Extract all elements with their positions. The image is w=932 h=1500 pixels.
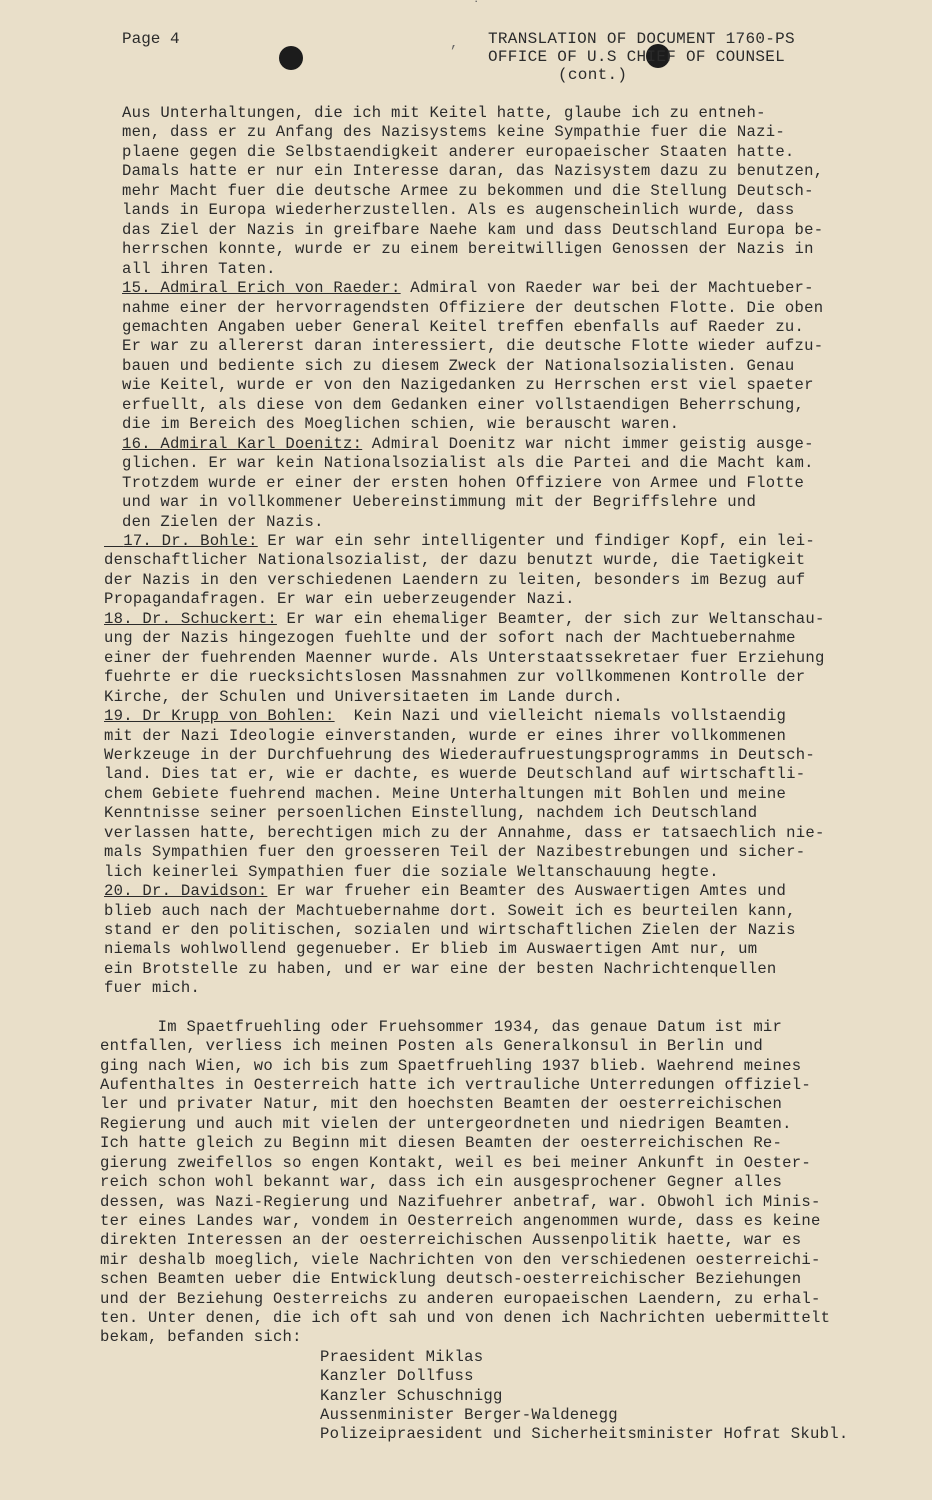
- text-line: mehr Macht fuer die deutsche Armee zu bekommen und die Stellung Deutsch-: [122, 181, 814, 200]
- text-line: entfallen, verliess ich meinen Posten als Generalkonsul in Berlin und: [100, 1037, 763, 1056]
- krupp-entry: [104, 707, 832, 882]
- text-line: gierung zweifellos so engen Kontakt, weil es bei meiner Ankunft in Oester-: [100, 1153, 811, 1172]
- text-line: direkten Interessen an der oesterreichischen Aussenpolitik haette, war es: [100, 1231, 802, 1250]
- raeder-entry: [122, 279, 832, 435]
- text-line: schen Beamten ueber die Entwicklung deutsch-oesterreichischer Beziehungen: [100, 1270, 802, 1289]
- text-line: das Ziel der Nazis in greifbare Naehe kam und dass Deutschland Europa be-: [122, 220, 824, 239]
- list-item: Kanzler Dollfuss: [320, 1367, 474, 1386]
- header-office: OFFICE OF U.S CHIEF OF COUNSEL: [488, 48, 786, 66]
- official-names-list: [320, 1347, 849, 1445]
- text-line: all ihren Taten.: [122, 259, 276, 278]
- text-line: gemachten Angaben ueber General Keitel treffen ebenfalls auf Raeder zu.: [122, 317, 805, 336]
- text-line: 18. Dr. Schuckert: Er war ein ehemaliger Beamter, der sich zur Weltanschau-: [104, 609, 825, 628]
- text-line: dessen, was Nazi-Regierung und Nazifuehrer anbetraf, war. Obwohl ich Minis-: [100, 1192, 821, 1211]
- text-line: 17. Dr. Bohle: Er war ein sehr intelligenter und findiger Kopf, ein lei-: [104, 532, 832, 551]
- text-line: ging nach Wien, wo ich bis zum Spaetfruehling 1937 blieb. Waehrend meines: [100, 1056, 802, 1075]
- page-number: Page 4: [122, 30, 180, 48]
- text-line: bauen und bediente sich zu diesem Zweck der Nationalsozialisten. Genau: [122, 356, 795, 375]
- text-line: plaene gegen die Selbstaendigkeit anderer europaeischer Staaten hatte.: [122, 142, 795, 161]
- text-line: men, dass er zu Anfang des Nazisystems keine Sympathie fuer die Nazi-: [122, 123, 785, 142]
- doenitz-entry: [122, 435, 832, 532]
- entry-heading: 20. Dr. Davidson:: [104, 882, 268, 901]
- text-line: stand er den politischen, sozialen und wirtschaftlichen Zielen der Nazis: [104, 921, 796, 940]
- punch-hole-left: [279, 46, 303, 70]
- text-line: ter eines Landes war, vondem in Oesterreich angenommen wurde, dass es keine: [100, 1211, 821, 1230]
- text-line: 15. Admiral Erich von Raeder: Admiral von Raeder war bei der Machtueber-: [122, 279, 814, 298]
- text-line: Er war zu allererst daran interessiert, die deutsche Flotte wieder aufzu-: [122, 337, 824, 356]
- text-line: einer der fuehrenden Maenner wurde. Als Unterstaatssekretaer fuer Erziehung: [104, 648, 825, 667]
- text-line: Kirche, der Schulen und Universitaeten im Lande durch.: [104, 687, 623, 706]
- text-line: Propagandafragen. Er war ein ueberzeugender Nazi.: [104, 590, 575, 609]
- text-line: denschaftlicher Nationalsozialist, der dazu benutzt wurde, die Taetigkeit: [104, 551, 806, 570]
- text-line: niemals wohlwollend gegenueber. Er blieb im Auswaertigen Amt nur, um: [104, 940, 758, 959]
- text-line: ten. Unter denen, die ich oft sah und von denen ich Nachrichten uebermittelt: [100, 1308, 831, 1327]
- text-line: nahme einer der hervorragendsten Offiziere der deutschen Flotte. Die oben: [122, 298, 824, 317]
- text-line: Trotzdem wurde er einer der ersten hohen Offiziere von Armee und Flotte: [122, 473, 805, 492]
- keitel-paragraph: [122, 104, 832, 279]
- text-line: fuehrte er die ruecksichtslosen Massnahmen zur vollkommenen Kontrolle der: [104, 668, 806, 687]
- text-line: land. Dies tat er, wie er dachte, es wuerde Deutschland auf wirtschaftli-: [104, 765, 806, 784]
- text-line: mit der Nazi Ideologie einverstanden, wurde er eines ihrer vollkommenen: [104, 726, 787, 745]
- schuckert-entry: [104, 610, 832, 707]
- text-line: und der Beziehung Oesterreichs zu anderen europaeischen Laendern, zu erhal-: [100, 1289, 821, 1308]
- text-line: die im Bereich des Moeglichen schien, wie berauscht waren.: [122, 415, 680, 434]
- paragraph-gap: [100, 999, 832, 1018]
- text-line: 19. Dr Krupp von Bohlen: Kein Nazi und vielleicht niemals vollstaendig: [104, 707, 787, 726]
- list-item: Kanzler Schuschnigg: [320, 1386, 503, 1405]
- entry-heading: 19. Dr Krupp von Bohlen:: [104, 707, 335, 726]
- text-line: den Zielen der Nazis.: [122, 512, 324, 531]
- text-line: 16. Admiral Karl Doenitz: Admiral Doenitz war nicht immer geistig ausge-: [122, 434, 814, 453]
- entry-heading: 18. Dr. Schuckert:: [104, 609, 277, 628]
- entry-heading: 17. Dr. Bohle:: [123, 531, 258, 550]
- text-line: Im Spaetfruehling oder Fruehsommer 1934, das genaue Datum ist mir: [100, 1017, 783, 1036]
- vienna-paragraph: [100, 1018, 832, 1348]
- text-line: ein Brotstelle zu haben, und er war eine der besten Nachrichtenquellen: [104, 959, 777, 978]
- header-title: TRANSLATION OF DOCUMENT 1760-PS: [488, 30, 795, 48]
- header-continued: (cont.): [558, 66, 628, 84]
- bohle-entry: [104, 532, 832, 610]
- text-line: chem Gebiete fuehrend machen. Meine Unterhaltungen mit Bohlen und meine: [104, 784, 787, 803]
- text-line: Aufenthaltes in Oesterreich hatte ich vertrauliche Unterredungen offiziel-: [100, 1076, 811, 1095]
- text-line: reich schon wohl bekannt war, dass ich ein ausgesprochener Gegner alles: [100, 1173, 783, 1192]
- text-line: mals Sympathien fuer den groesseren Teil der Nazibestrebungen und sicher-: [104, 843, 806, 862]
- document-header: [488, 30, 795, 84]
- text-line: mir deshalb moeglich, viele Nachrichten von den verschiedenen oesterreichi-: [100, 1250, 821, 1269]
- entry-heading: 16. Admiral Karl Doenitz:: [122, 434, 363, 453]
- text-line: und war in vollkommener Uebereinstimmung mit der Begriffslehre und: [122, 493, 757, 512]
- text-line: bekam, befanden sich:: [100, 1328, 302, 1347]
- text-line: Werkzeuge in der Durchfuehrung des Wiederaufruestungsprogramms in Deutsch-: [104, 745, 815, 764]
- text-line: Ich hatte gleich zu Beginn mit diesen Beamten der oesterreichischen Re-: [100, 1134, 783, 1153]
- text-line: herrschen konnte, wurde er zu einem bereitwilligen Genossen der Nazis in: [122, 240, 814, 259]
- text-line: Damals hatte er nur ein Interesse daran, das Nazisystem dazu zu benutzen,: [122, 162, 824, 181]
- text-line: wie Keitel, wurde er von den Nazigedanken zu Herrschen erst viel spaeter: [122, 376, 814, 395]
- text-line: lands in Europa wiederherzustellen. Als es augenscheinlich wurde, dass: [122, 201, 795, 220]
- text-line: lich keinerlei Sympathien fuer die soziale Weltanschauung hegte.: [104, 862, 719, 881]
- text-line: der Nazis in den verschiedenen Laendern zu leiten, besonders im Bezug auf: [104, 570, 806, 589]
- margin-mark-icon: ,: [450, 36, 459, 52]
- text-line: verlassen hatte, berechtigen mich zu der Annahme, dass er tatsaechlich nie-: [104, 823, 825, 842]
- text-line: ung der Nazis hingezogen fuehlte und der sofort nach der Machtuebernahme: [104, 629, 796, 648]
- margin-mark-icon: ˙: [472, 0, 481, 16]
- text-line: 20. Dr. Davidson: Er war frueher ein Beamter des Auswaertigen Amtes und: [104, 882, 787, 901]
- text-line: Kenntnisse seiner persoenlichen Einstellung, nachdem ich Deutschland: [104, 804, 758, 823]
- text-line: Regierung und auch mit vielen der untergeordneten und niedrigen Beamten.: [100, 1114, 792, 1133]
- text-line: Aus Unterhaltungen, die ich mit Keitel hatte, glaube ich zu entneh-: [122, 104, 766, 122]
- text-line: erfuellt, als diese von dem Gedanken einer vollstaendigen Beherrschung,: [122, 395, 805, 414]
- text-line: fuer mich.: [104, 979, 201, 998]
- text-line: ler und privater Natur, mit den hoechsten Beamten der oesterreichischen: [100, 1095, 783, 1114]
- list-item: Polizeipraesident und Sicherheitsminister Hofrat Skubl.: [320, 1425, 849, 1444]
- document-body: [100, 104, 849, 1445]
- text-line: glichen. Er war kein Nationalsozialist als die Partei and die Macht kam.: [122, 454, 814, 473]
- list-item: Praesident Miklas: [320, 1347, 484, 1366]
- list-item: Aussenminister Berger-Waldenegg: [320, 1405, 618, 1424]
- text-line: blieb auch nach der Machtuebernahme dort. Soweit ich es beurteilen kann,: [104, 901, 796, 920]
- entry-heading: 15. Admiral Erich von Raeder:: [122, 279, 401, 298]
- davidson-entry: [104, 882, 832, 999]
